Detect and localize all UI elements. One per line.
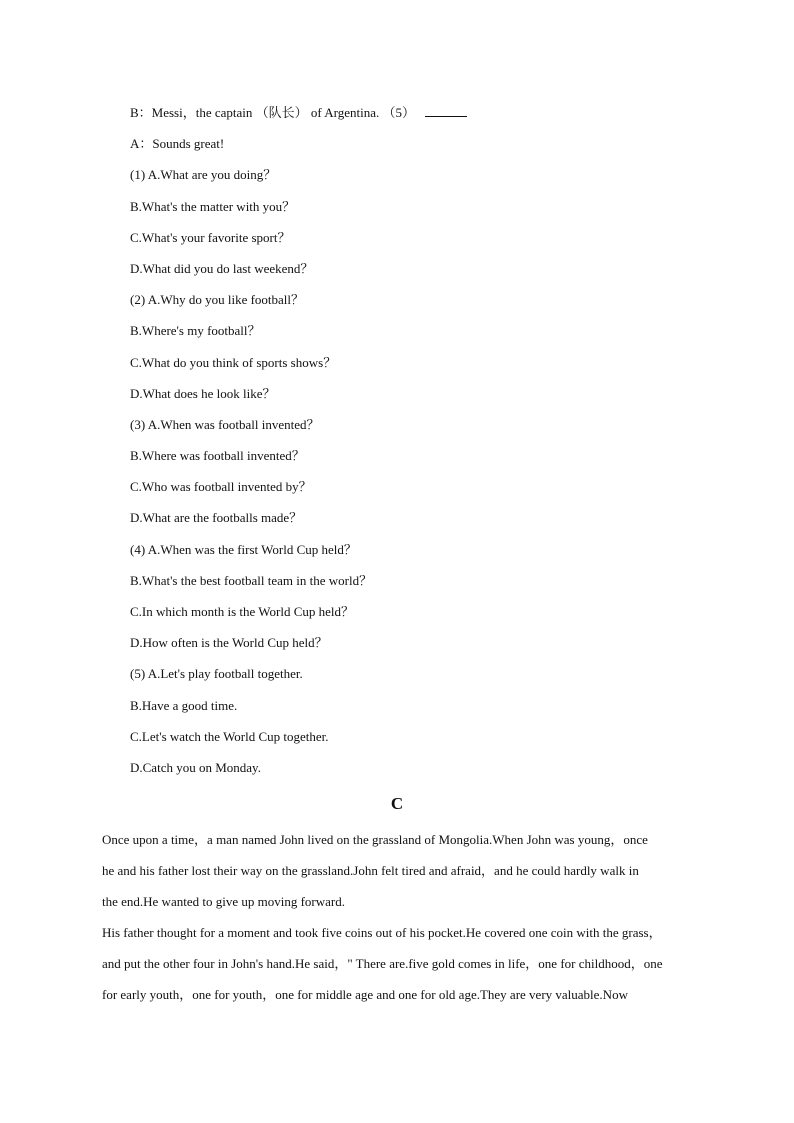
option-1d: D.What did you do last weekend？ [130, 260, 314, 276]
passage-line: His father thought for a moment and took five coins out of his pocket.He covered one coin with the grass， [102, 925, 662, 940]
option-4d: D.How often is the World Cup held？ [130, 635, 328, 651]
option-3d: D.What are the footballs made？ [130, 510, 303, 526]
option-2d: D.What does he look like？ [130, 385, 276, 401]
passage-line: he and his father lost their way on the grassland.John felt tired and afraid，and he could hardly walk in [102, 863, 639, 878]
passage-line: and put the other four in John's hand.He said，" There are.five gold comes in life，one for childhood，one [102, 956, 663, 971]
dialogue-line-b [130, 102, 730, 133]
option-5d: D.Catch you on Monday. [130, 759, 261, 775]
dialogue-line-a: A：Sounds great! [130, 136, 225, 152]
section-c-title: C [390, 794, 404, 813]
section-c-passage [102, 829, 702, 1015]
option-1b: B.What's the matter with you？ [130, 198, 296, 214]
option-3b: B.Where was football invented？ [130, 448, 305, 464]
option-5a: (5) A.Let's play football together. [130, 666, 303, 682]
option-4c: C.In which month is the World Cup held？ [130, 604, 355, 619]
option-2a: (2) A.Why do you like football？ [130, 292, 305, 308]
option-3c: C.Who was football invented by？ [130, 479, 312, 495]
option-3a: (3) A.When was football invented？ [130, 416, 320, 432]
dialogue-line-b-text: B：Messi，the captain （队长） of Argentina. （5） [130, 105, 416, 120]
option-4a: (4) A.When was the first World Cup held？ [130, 541, 357, 557]
option-5b: B.Have a good time. [130, 697, 238, 713]
passage-line: for early youth，one for youth，one for middle age and one for old age.They are very valuable.Now [102, 987, 628, 1002]
option-1a: (1) A.What are you doing？ [130, 167, 277, 183]
option-2b: B.Where's my football？ [130, 323, 261, 339]
option-1c: C.What's your favorite sport？ [130, 229, 291, 245]
option-2c: C.What do you think of sports shows？ [130, 354, 337, 370]
option-5c: C.Let's watch the World Cup together. [130, 728, 329, 744]
answer-blank [425, 102, 467, 117]
passage-line: the end.He wanted to give up moving forward. [102, 894, 345, 909]
option-4b: B.What's the best football team in the world？ [130, 572, 373, 588]
passage-line: Once upon a time，a man named John lived on the grassland of Mongolia.When John was young，once [102, 832, 648, 847]
dialogue-section [130, 102, 730, 788]
